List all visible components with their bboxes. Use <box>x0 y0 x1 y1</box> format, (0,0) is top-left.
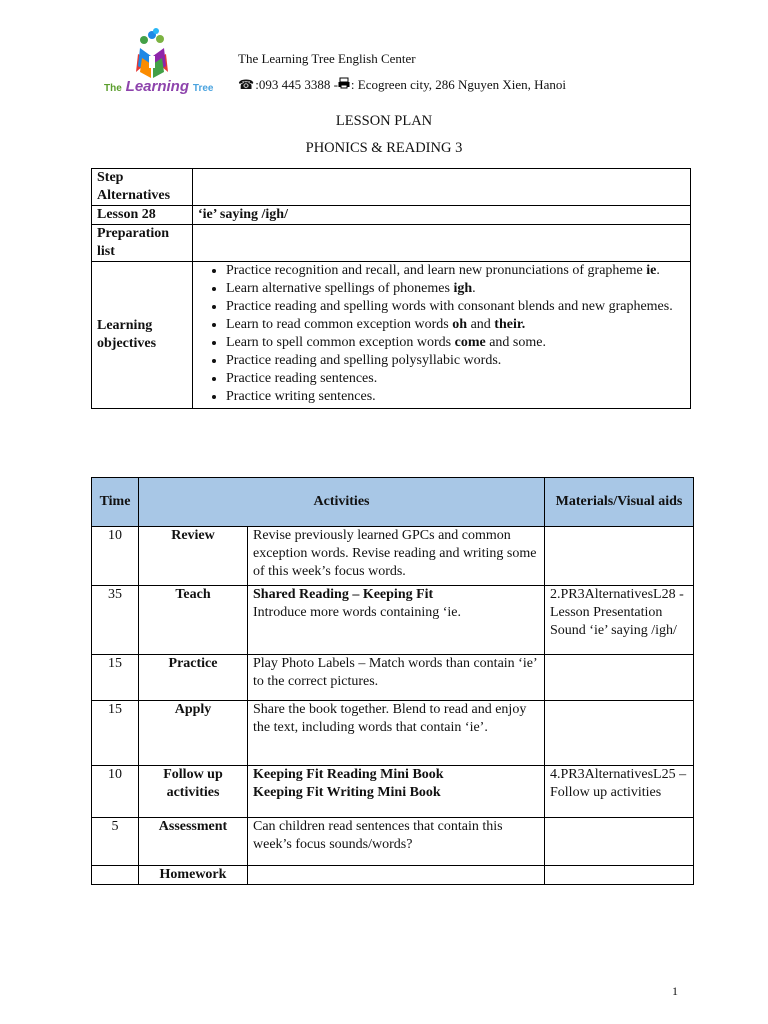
description-cell: Play Photo Labels – Match words than contain ‘ie’ to the correct pictures. <box>248 655 545 701</box>
objective-item: • Learn to spell common exception words come and some. <box>226 334 685 352</box>
table-row <box>92 701 694 766</box>
time-cell: 10 <box>92 766 139 818</box>
materials-cell <box>545 866 694 885</box>
lesson-info-table <box>91 168 691 409</box>
activities-header-row <box>92 478 694 527</box>
phone-icon: ☎ <box>238 77 255 92</box>
activities-header: Activities <box>139 478 545 527</box>
table-row <box>92 586 694 655</box>
step-cell: Assessment <box>139 818 248 866</box>
objectives-row <box>92 262 691 409</box>
objectives-label: Learning objectives <box>92 262 193 409</box>
step-label: Step Alternatives <box>92 169 193 206</box>
table-row <box>92 866 694 885</box>
step-value <box>193 169 691 206</box>
subject-title: PHONICS & READING 3 <box>305 140 463 156</box>
objective-item: • Practice reading and spelling polysyllabic words. <box>226 352 685 370</box>
table-row <box>92 766 694 818</box>
description-cell <box>248 866 545 885</box>
time-cell: 35 <box>92 586 139 655</box>
materials-header: Materials/Visual aids <box>545 478 694 527</box>
materials-cell <box>545 818 694 866</box>
step-cell: Practice <box>139 655 248 701</box>
fax-icon <box>338 77 350 93</box>
address: : Ecogreen city, 286 Nguyen Xien, Hanoi <box>350 77 566 92</box>
materials-cell: 2.PR3AlternativesL28 - Lesson Presentation Sound ‘ie’ saying /igh/ <box>545 586 694 655</box>
lesson-value: ‘ie’ saying /igh/ <box>193 206 691 225</box>
materials-cell: 4.PR3AlternativesL25 – Follow up activities <box>545 766 694 818</box>
time-cell: 15 <box>92 701 139 766</box>
lesson-label: Lesson 28 <box>92 206 193 225</box>
lesson-plan-title: LESSON PLAN <box>335 113 433 129</box>
objective-item: • Practice reading sentences. <box>226 370 685 388</box>
materials-cell <box>545 701 694 766</box>
logo-text-learning: Learning <box>125 78 190 95</box>
preparation-value <box>193 225 691 262</box>
materials-cell <box>545 655 694 701</box>
description-cell: Shared Reading – Keeping Fit Introduce more words containing ‘ie. <box>248 586 545 655</box>
step-cell: Review <box>139 527 248 586</box>
time-cell: 10 <box>92 527 139 586</box>
time-cell: 5 <box>92 818 139 866</box>
learning-tree-logo <box>100 26 214 100</box>
objectives-list <box>198 262 685 408</box>
description-cell: Keeping Fit Reading Mini Book Keeping Fit Writing Mini Book <box>248 766 545 818</box>
objective-item: • Learn alternative spellings of phonemes igh. <box>226 280 685 298</box>
contact-line <box>238 77 566 93</box>
description-cell: Can children read sentences that contain this week’s focus sounds/words? <box>248 818 545 866</box>
time-cell: 15 <box>92 655 139 701</box>
preparation-label: Preparation list <box>92 225 193 262</box>
description-cell: Revise previously learned GPCs and common exception words. Revise reading and writing some of this week’s focus words. <box>248 527 545 586</box>
step-row <box>92 169 691 206</box>
objective-item: • Practice recognition and recall, and learn new pronunciations of grapheme ie. <box>226 262 685 280</box>
logo-text-the: The <box>104 83 122 94</box>
page-number: 1 <box>672 984 678 998</box>
description-cell: Share the book together. Blend to read and enjoy the text, including words that contain ‘ie’. <box>248 701 545 766</box>
table-row <box>92 818 694 866</box>
phone-number: :093 445 3388 - <box>255 77 338 92</box>
time-cell <box>92 866 139 885</box>
center-name: The Learning Tree English Center <box>238 51 416 66</box>
step-cell: Teach <box>139 586 248 655</box>
activities-table <box>91 477 694 885</box>
preparation-row <box>92 225 691 262</box>
materials-cell <box>545 527 694 586</box>
table-row <box>92 655 694 701</box>
logo-text-tree: Tree <box>192 83 214 94</box>
objective-item: • Learn to read common exception words oh and their. <box>226 316 685 334</box>
step-cell: Follow up activities <box>139 766 248 818</box>
step-cell: Homework <box>139 866 248 885</box>
table-row <box>92 527 694 586</box>
lesson-row <box>92 206 691 225</box>
objective-item: • Practice reading and spelling words with consonant blends and new graphemes. <box>226 298 685 316</box>
objective-item: • Practice writing sentences. <box>226 388 685 406</box>
objectives-cell <box>193 262 691 409</box>
time-header: Time <box>92 478 139 527</box>
step-cell: Apply <box>139 701 248 766</box>
